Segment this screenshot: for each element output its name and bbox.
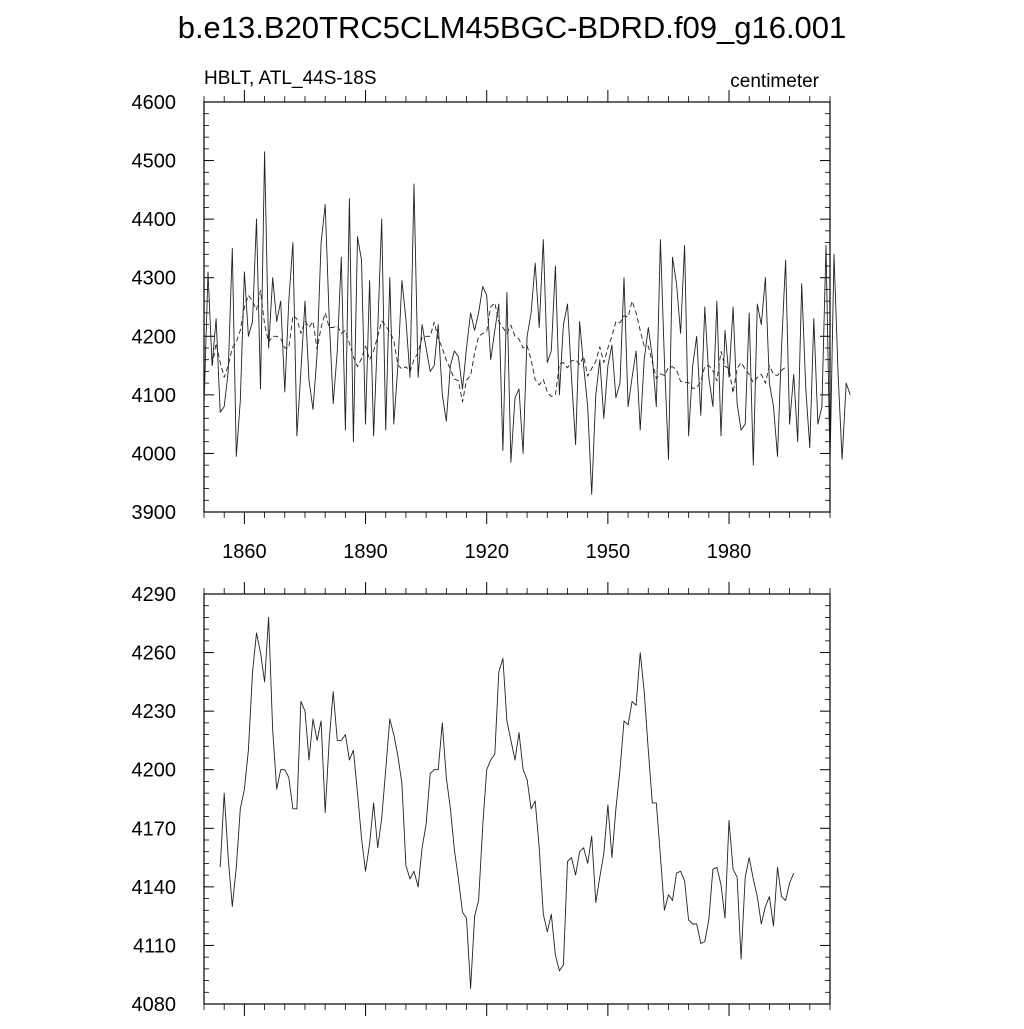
- units-label: centimeter: [730, 71, 819, 92]
- y-tick-label: 4080: [131, 994, 176, 1016]
- y-tick-label: 4500: [131, 150, 176, 173]
- y-tick-label: 4170: [131, 818, 176, 841]
- x-tick-label: 1950: [585, 541, 631, 563]
- x-tick-label: 1920: [464, 541, 509, 563]
- y-tick-label: 4300: [131, 267, 176, 290]
- y-tick-label: 4110: [132, 935, 176, 958]
- y-tick-label: 4140: [131, 876, 176, 899]
- y-tick-label: 4000: [131, 443, 176, 466]
- y-tick-label: 3900: [131, 502, 176, 524]
- y-tick-label: 4600: [131, 92, 176, 114]
- panels-layer: [132, 90, 851, 1016]
- variable-region-label: HBLT, ATL_44S-18S: [204, 68, 377, 89]
- y-tick-label: 4230: [131, 701, 176, 724]
- y-tick-label: 4290: [131, 584, 176, 606]
- series-line-annual: [220, 617, 794, 988]
- y-tick-label: 4200: [131, 759, 176, 782]
- panel-annual: [132, 90, 851, 563]
- x-tick-label: 1980: [706, 541, 752, 563]
- plot-frame: [204, 102, 830, 512]
- x-tick-label: 1890: [343, 541, 388, 563]
- y-tick-label: 4100: [131, 384, 176, 407]
- series-line-annual: [204, 152, 850, 495]
- x-tick-label: 1860: [222, 541, 267, 563]
- panel-smoothed: [132, 582, 831, 1016]
- chart-title: b.e13.B20TRC5CLM45BGC-BDRD.f09_g16.001: [177, 10, 847, 45]
- y-tick-label: 4400: [131, 209, 176, 232]
- y-tick-label: 4200: [131, 326, 176, 349]
- plot-frame: [204, 594, 830, 1004]
- y-tick-label: 4260: [131, 642, 176, 665]
